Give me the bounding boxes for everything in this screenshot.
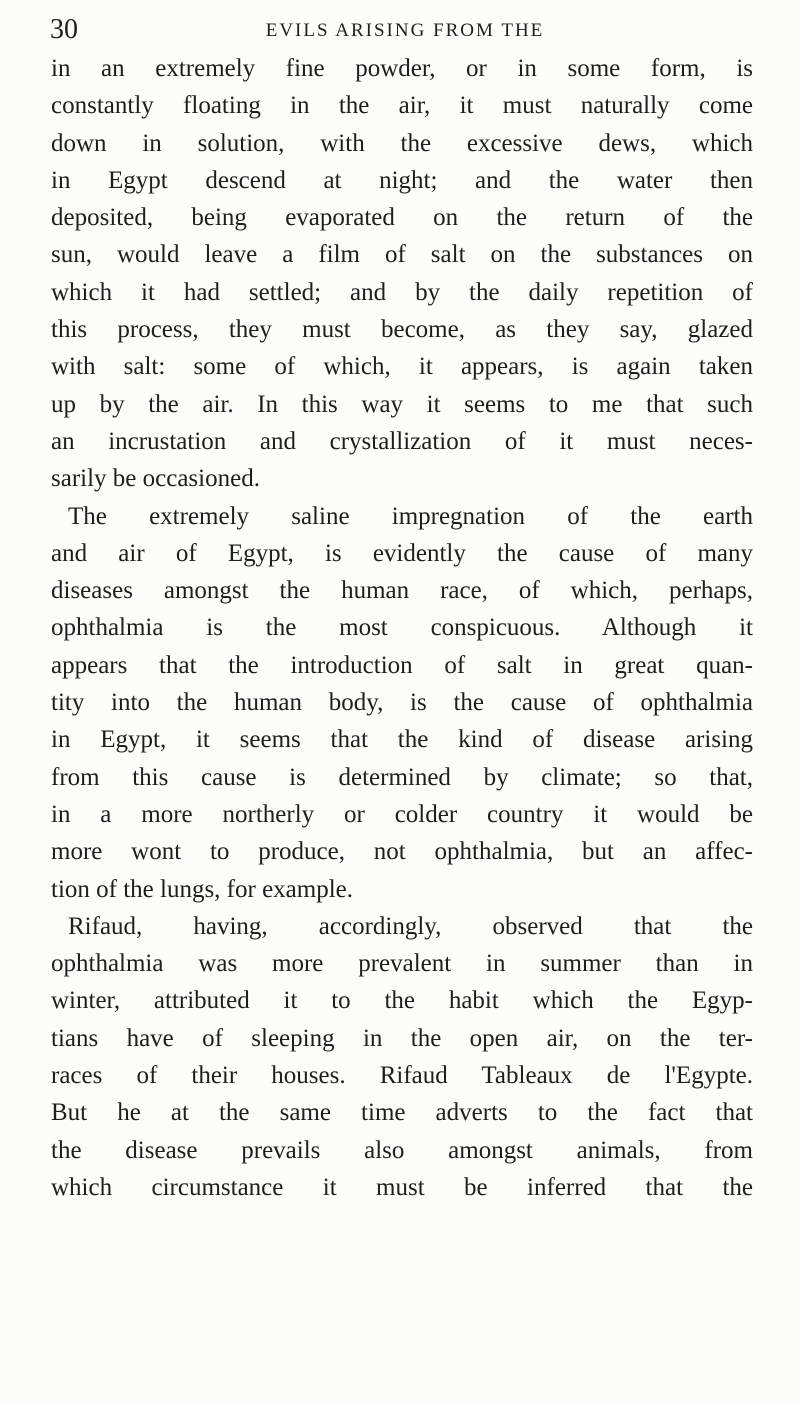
- text-line: more wont to produce, not ophthalmia, but an affec-: [51, 838, 753, 866]
- text-line: appears that the introduction of salt in great quan-: [51, 651, 753, 679]
- text-line: deposited, being evaporated on the return of the: [51, 204, 753, 232]
- text-line: and air of Egypt, is evidently the cause of many: [51, 539, 753, 567]
- text-line: the disease prevails also amongst animals, from: [51, 1136, 753, 1164]
- body-text: [51, 50, 753, 1206]
- text-line: which circumstance it must be inferred that the: [51, 1173, 753, 1201]
- text-line: diseases amongst the human race, of which, perhaps,: [51, 577, 753, 605]
- text-line: in an extremely fine powder, or in some form, is: [51, 55, 753, 82]
- text-line: up by the air. In this way it seems to me that such: [51, 390, 753, 418]
- text-line: tians have of sleeping in the open air, on the ter-: [51, 1024, 753, 1052]
- text-line: down in solution, with the excessive dews, which: [51, 129, 753, 157]
- text-line: ophthalmia was more prevalent in summer than in: [51, 950, 753, 978]
- page-number: 30: [50, 14, 78, 45]
- text-line: this process, they must become, as they say, glazed: [51, 316, 753, 344]
- text-line: with salt: some of which, it appears, is again taken: [51, 353, 753, 381]
- text-line: from this cause is determined by climate; so that,: [51, 763, 753, 791]
- text-line: Rifaud, having, accordingly, observed that the: [68, 912, 753, 940]
- text-line: ophthalmia is the most conspicuous. Although it: [51, 614, 753, 642]
- text-line: in Egypt descend at night; and the water then: [51, 166, 753, 194]
- text-line: But he at the same time adverts to the fact that: [51, 1099, 753, 1127]
- text-line: The extremely saline impregnation of the earth: [68, 502, 753, 530]
- text-line: in a more northerly or colder country it would be: [51, 800, 753, 828]
- text-line: tity into the human body, is the cause of ophthalmia: [51, 689, 753, 717]
- text-line: winter, attributed it to the habit which the Egyp-: [51, 987, 753, 1015]
- text-line: an incrustation and crystallization of it must neces-: [51, 427, 753, 455]
- text-line: races of their houses. Rifaud Tableaux de l'Egypte.: [51, 1062, 753, 1090]
- text-line: sun, would leave a film of salt on the substances on: [51, 241, 753, 269]
- text-line: in Egypt, it seems that the kind of disease arising: [51, 726, 753, 754]
- running-head: EVILS ARISING FROM THE: [265, 20, 545, 41]
- text-line: sarily be occasioned.: [51, 465, 260, 493]
- text-line: constantly floating in the air, it must naturally come: [51, 92, 753, 120]
- text-line: which it had settled; and by the daily repetition of: [51, 278, 753, 306]
- text-line: tion of the lungs, for example.: [51, 875, 354, 903]
